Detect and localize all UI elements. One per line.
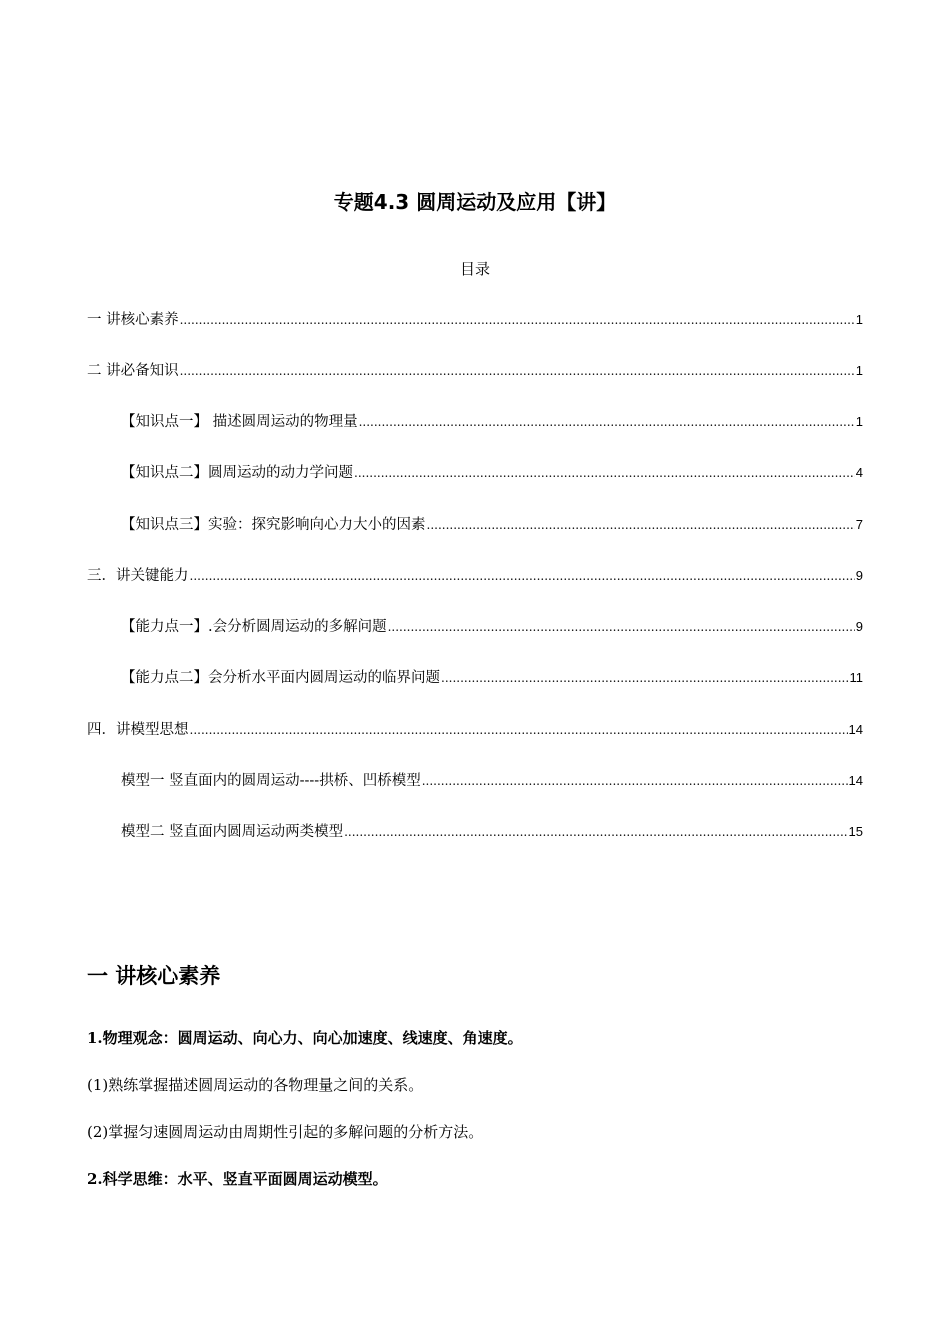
toc-entry[interactable] <box>121 513 863 533</box>
toc-entry[interactable] <box>87 359 863 379</box>
toc-entry-label: 二 讲必备知识 <box>87 363 179 379</box>
toc-entry-label: 模型一 竖直面内的圆周运动----拱桥、凹桥模型 <box>121 773 421 789</box>
toc-entry-page: 9 <box>855 619 863 634</box>
toc-entry-label: 【知识点三】实验：探究影响向心力大小的因素 <box>121 517 426 533</box>
toc-entry[interactable] <box>87 308 863 328</box>
toc-leader-dots <box>180 364 855 378</box>
document-title: 专题4.3 圆周运动及应用【讲】 <box>333 190 617 214</box>
toc-entry[interactable] <box>121 769 863 789</box>
toc-entry-label: 【能力点二】会分析水平面内圆周运动的临界问题 <box>121 670 440 686</box>
toc-entry[interactable] <box>121 461 863 481</box>
paragraph: 1.物理观念：圆周运动、向心力、向心加速度、线速度、角速度。 <box>87 1029 523 1047</box>
paragraph: (1)熟练掌握描述圆周运动的各物理量之间的关系。 <box>87 1076 424 1094</box>
toc-entry-page: 1 <box>855 414 863 429</box>
toc-entry-page: 9 <box>855 568 863 583</box>
toc-entry-page: 11 <box>849 670 863 685</box>
toc-entry-page: 1 <box>855 312 863 327</box>
toc-entry-page: 15 <box>848 824 863 839</box>
toc-entry[interactable] <box>87 564 863 584</box>
toc-heading: 目录 <box>459 260 490 278</box>
toc-entry-label: 【能力点一】.会分析圆周运动的多解问题 <box>121 619 387 635</box>
paragraph: 2.科学思维：水平、竖直平面圆周运动模型。 <box>87 1170 388 1188</box>
toc-entry[interactable] <box>121 615 863 635</box>
toc-entry-page: 7 <box>855 517 863 532</box>
toc-entry-label: 模型二 竖直面内圆周运动两类模型 <box>121 824 344 840</box>
toc-leader-dots <box>190 569 855 583</box>
toc-leader-dots <box>422 774 848 788</box>
toc-entry-page: 1 <box>855 363 863 378</box>
toc-entry-label: 一 讲核心素养 <box>87 312 179 328</box>
toc-leader-dots <box>190 723 848 737</box>
toc-entry-label: 【知识点一】 描述圆周运动的物理量 <box>121 414 358 430</box>
toc-entry-label: 四．讲模型思想 <box>87 722 189 738</box>
toc-entry-label: 三．讲关键能力 <box>87 568 189 584</box>
toc-entry-label: 【知识点二】圆周运动的动力学问题 <box>121 465 353 481</box>
toc-entry[interactable] <box>121 410 863 430</box>
section-heading: 一 讲核心素养 <box>87 964 221 988</box>
toc-leader-dots <box>344 825 847 839</box>
toc-entry[interactable] <box>121 666 863 686</box>
toc-entry[interactable] <box>121 820 863 840</box>
toc-entry[interactable] <box>87 718 863 738</box>
toc-leader-dots <box>354 466 855 480</box>
toc-leader-dots <box>427 518 855 532</box>
toc-leader-dots <box>441 671 849 685</box>
toc-leader-dots <box>180 313 855 327</box>
toc-entry-page: 4 <box>855 465 863 480</box>
toc-leader-dots <box>388 620 855 634</box>
toc-entry-page: 14 <box>848 773 863 788</box>
toc-entry-page: 14 <box>848 722 863 737</box>
paragraph: (2)掌握匀速圆周运动由周期性引起的多解问题的分析方法。 <box>87 1123 484 1141</box>
toc-leader-dots <box>359 415 855 429</box>
